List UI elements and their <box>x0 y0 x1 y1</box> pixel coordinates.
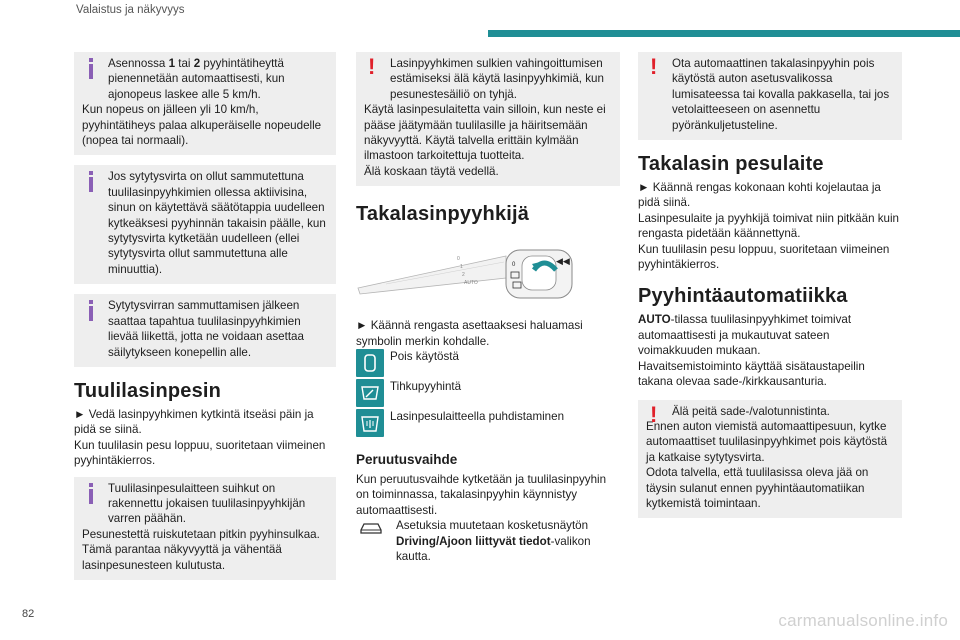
wiper-intermittent-icon <box>356 379 384 407</box>
reverse-gear-text: Kun peruutusvaihde kytketään ja tuulilasinpyyhin on toiminnassa, takalasinpyyhin käynnistyy automaattisesti. <box>356 473 607 517</box>
header-title: Valaistus ja näkyvyys <box>76 4 185 16</box>
icon-label: Pois käytöstä <box>390 350 459 364</box>
info-box-nozzles <box>74 477 336 580</box>
lever-label-1: 1 <box>460 264 463 271</box>
settings-note <box>356 518 620 564</box>
watermark: carmanualsonline.info <box>778 611 948 630</box>
warning-icon: ! <box>650 54 658 79</box>
wiper-off-icon <box>356 349 384 377</box>
info-icon <box>85 171 97 193</box>
info-box-speed <box>74 52 336 155</box>
rear-washer-instruction: ► Käännä rengas kokonaan kohti kojelautaa ja pidä siinä. <box>638 181 881 210</box>
icon-row-off <box>356 349 620 377</box>
lever-label-0: 0 <box>457 256 460 263</box>
settings-text-pre: Asetuksia muutetaan kosketusnäytön <box>396 519 589 533</box>
rear-washer-note-2: Kun tuulilasin pesu loppuu, suoritetaan viimeinen pyyhintäkierros. <box>638 242 890 272</box>
column-middle <box>356 52 620 565</box>
info-icon <box>85 58 97 80</box>
washer-instruction: ► Vedä lasinpyyhkimen kytkintä itseäsi päin ja pidä se siinä. <box>74 407 314 437</box>
section-heading-rear-wiper: Takalasinpyyhkijä <box>356 203 530 226</box>
warning-box-sensor <box>638 400 902 519</box>
warning-text-2: Ennen auton viemistä automaattipesuun, kytke automaattiset tuulilasinpyyhkimet pois käytöstä ja katkaise sytytysvirta. <box>646 419 888 464</box>
svg-text:0: 0 <box>512 262 516 269</box>
wiper-lever-illustration <box>356 244 586 304</box>
car-icon <box>358 520 386 538</box>
warning-text-2: Käytä lasinpesulaitetta vain silloin, kun neste ei pääse jäätymään tuulilasille ja häiritsemään näkyvyyttä. Käytä talvella erittäin kylmään ilmastoon tarkoitettuja tuotteita. <box>364 103 606 163</box>
info-text: Sytytysvirran sammuttamisen jälkeen saattaa tapahtua tuulilasinpyyhkimien lievää liikettä, jotta ne voidaan asettaa säilytykseen konepellin alle. <box>108 299 304 359</box>
svg-text:◀◀: ◀◀ <box>556 256 570 267</box>
page-number: 82 <box>22 608 35 620</box>
info-text: Tuulilasinpesulaitteen suihkut on rakennettu jokaisen tuulilasinpyyhkijän varren päähän. <box>108 481 306 526</box>
washer-icon <box>356 409 384 437</box>
info-icon <box>85 300 97 322</box>
header-accent-bar <box>488 30 960 37</box>
info-icon <box>85 483 97 505</box>
warning-text: Lasinpyyhkimen sulkien vahingoittumisen estämiseksi älä käytä lasinpyyhkimiä, kun pesunestesäiliö on tyhjä. <box>390 57 604 101</box>
lever-label-auto: AUTO <box>464 280 478 287</box>
warning-text-3: Älä koskaan täytä vedellä. <box>364 164 499 178</box>
column-left <box>74 52 336 590</box>
section-heading-rear-washer: Takalasin pesulaite <box>638 153 824 176</box>
warning-text-3: Odota talvella, että tuulilasissa oleva jää on täysin sulanut ennen pyyhintäautomatiikan kytkemistä toimintaan. <box>646 466 869 510</box>
sensor-text: Havaitsemistoiminto käyttää sisätaustapeilin takana olevaa sade-/kirkkausanturia. <box>638 359 865 389</box>
settings-text-post: -valikon kautta. <box>396 534 591 564</box>
column-right <box>638 52 902 528</box>
icon-row-washer <box>356 409 620 437</box>
section-heading-washer: Tuulilasinpesin <box>74 379 222 402</box>
wiper-lever-drawing <box>356 244 586 304</box>
icon-label: Tihkupyyhintä <box>390 380 462 394</box>
lever-label-2: 2 <box>462 272 465 279</box>
info-box-parking <box>74 294 336 367</box>
warning-box-auto-rear <box>638 52 902 140</box>
warning-icon: ! <box>368 54 376 79</box>
icon-label: Lasinpesulaitteella puhdistaminen <box>390 410 565 424</box>
warning-box-fluid <box>356 52 620 186</box>
info-text: Jos sytytysvirta on ollut sammutettuna tuulilasinpyyhkimien ollessa aktiivisina, sinun on käytettävä säätötappia uudelleen kytkeäksesi pyyhinnän takaisin päälle, kun sytytysvirta kytketään uudelleen (ellei sytytysvirta ollut sammutettuna alle minuuttia). <box>108 170 326 276</box>
washer-note: Kun tuulilasin pesu loppuu, suoritetaan viimeinen pyyhintäkierros. <box>74 438 326 468</box>
warning-text: Ota automaattinen takalasinpyyhin pois käytöstä auton asetusvalikossa lumisateessa tai kovalla pakkasella, tai jos vetolaitteeseen on asennettu pyöränkuljetusteline. <box>672 57 890 132</box>
warning-icon: ! <box>650 401 658 427</box>
icon-row-intermittent <box>356 379 620 407</box>
settings-menu-name: Driving/Ajoon liittyvät tiedot <box>396 534 551 548</box>
auto-wiping-text: AUTO-tilassa tuulilasinpyyhkimet toimivat automaattisesti ja mukautuvat sateen voimakkuuden mukaan. <box>638 313 852 358</box>
info-text: Asennossa 1 tai 2 pyyhintätiheyttä pienennetään automaattisesti, kun ajonopeus laskee alle 5 km/h. <box>108 57 285 101</box>
info-text-2: Kun nopeus on jälleen yli 10 km/h, pyyhintätiheys palaa alkuperäiselle nopeudelle (nopea tai normaali). <box>82 103 322 148</box>
warning-text: Älä peitä sade-/valotunnistinta. <box>672 404 830 418</box>
section-heading-auto-wiping: Pyyhintäautomatiikka <box>638 285 848 308</box>
info-text-2: Pesunestettä ruiskutetaan pitkin pyyhinsulkaa. Tämä parantaa näkyvyyttä ja vähentää lasinpesunesteen kulutusta. <box>82 527 320 572</box>
info-box-ignition <box>74 165 336 284</box>
subheading-reverse-gear: Peruutusvaihde <box>356 452 458 468</box>
rear-wiper-instruction: ► Käännä rengasta asettaaksesi haluamasi symbolin merkin kohdalle. <box>356 319 583 348</box>
rear-washer-note: Lasinpesulaite ja pyyhkijä toimivat niin pitkään kuin rengasta pidetään käännettynä. <box>638 211 900 241</box>
